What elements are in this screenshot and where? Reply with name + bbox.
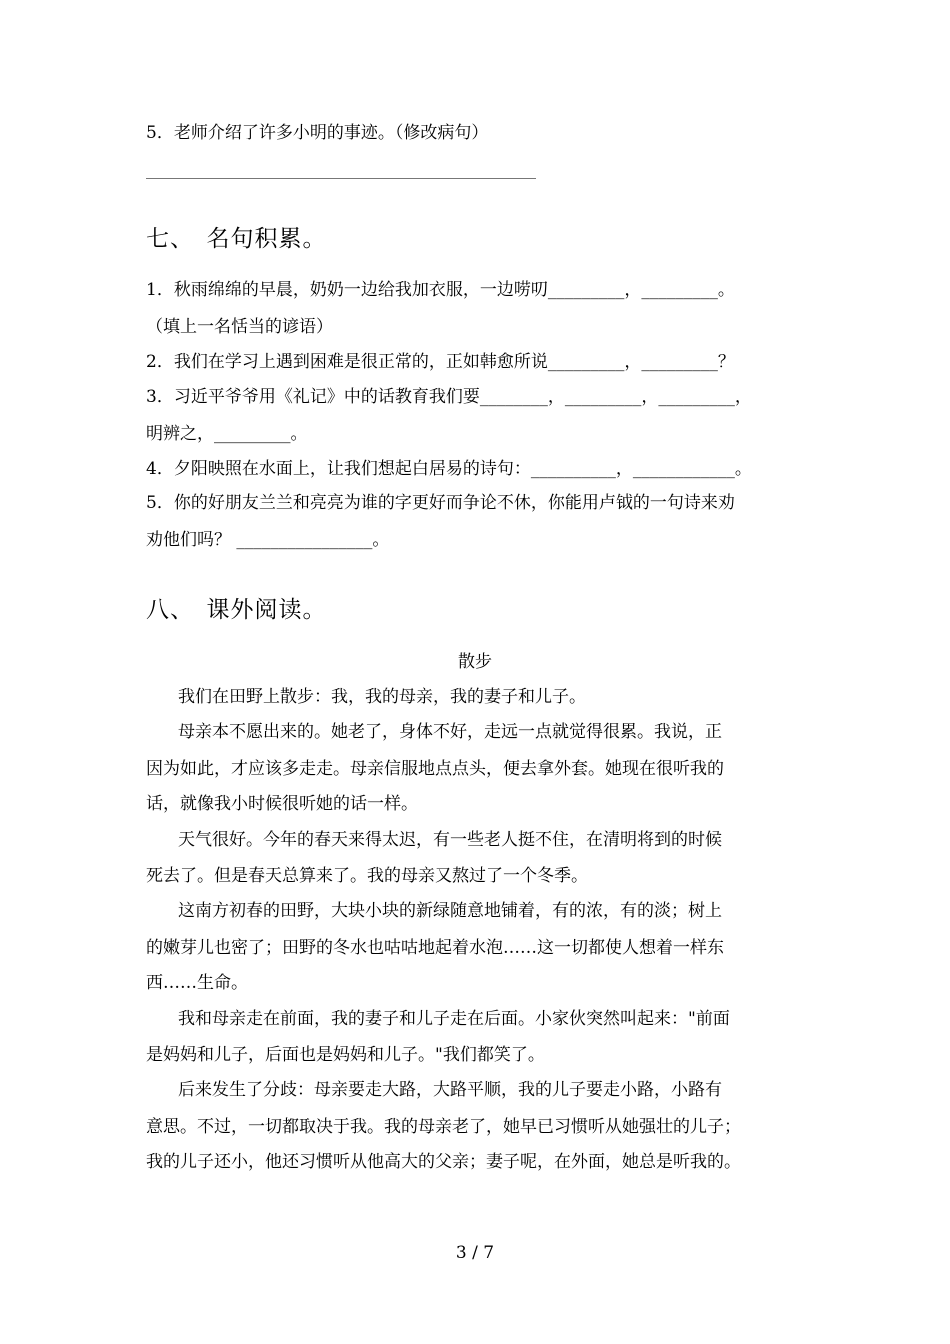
passage-line-14: 我的儿子还小，他还习惯听从他高大的父亲；妻子呢，在外面，她总是听我的。 [146, 1152, 741, 1172]
passage-line-13: 意思。不过，一切都取决于我。我的母亲老了，她早已习惯听从她强壮的儿子； [146, 1117, 741, 1137]
passage-line-12: 后来发生了分歧：母亲要走大路，大路平顺，我的儿子要走小路，小路有 [178, 1080, 722, 1100]
s7-line-8: 劝他们吗？ ________________。 [146, 530, 390, 550]
passage-line-2: 母亲本不愿出来的。她老了，身体不好，走远一点就觉得很累。我说，正 [178, 722, 722, 742]
answer-line [146, 178, 536, 179]
passage-line-1: 我们在田野上散步：我，我的母亲，我的妻子和儿子。 [178, 687, 586, 707]
passage-line-9: 西……生命。 [146, 973, 248, 993]
s7-line-4: 3．习近平爷爷用《礼记》中的话教育我们要________，_________，_________， [146, 387, 752, 407]
section-7-heading: 七、 名句积累。 [146, 226, 327, 252]
passage-line-5: 天气很好。今年的春天来得太迟，有一些老人挺不住，在清明将到的时候 [178, 830, 722, 850]
page-number: 3 / 7 [455, 1243, 495, 1263]
passage-line-6: 死去了。但是春天总算来了。我的母亲又熬过了一个冬季。 [146, 866, 588, 886]
passage-line-4: 话，就像我小时候很听她的话一样。 [146, 794, 418, 814]
s7-line-6: 4．夕阳映照在水面上，让我们想起白居易的诗句：__________，____________。 [146, 459, 752, 479]
s7-line-3: 2．我们在学习上遇到困难是很正常的，正如韩愈所说_________，_________？ [146, 352, 735, 372]
passage-line-11: 是妈妈和儿子，后面也是妈妈和儿子。"我们都笑了。 [146, 1045, 545, 1065]
passage-line-8: 的嫩芽儿也密了；田野的冬水也咕咕地起着水泡……这一切都使人想着一样东 [146, 938, 724, 958]
s7-line-2: （填上一名恬当的谚语） [146, 317, 333, 337]
section-8-heading: 八、 课外阅读。 [146, 597, 327, 623]
question-5-sentence-correction: 5．老师介绍了许多小明的事迹。（修改病句） [146, 123, 489, 143]
passage-title: 散步 [458, 652, 492, 672]
s7-line-5: 明辨之，_________。 [146, 424, 308, 444]
passage-line-7: 这南方初春的田野，大块小块的新绿随意地铺着，有的浓，有的淡；树上 [178, 901, 722, 921]
s7-line-7: 5．你的好朋友兰兰和亮亮为谁的字更好而争论不休，你能用卢钺的一句诗来劝 [146, 493, 735, 513]
s7-line-1: 1．秋雨绵绵的早晨，奶奶一边给我加衣服，一边唠叨_________，_________。 [146, 280, 735, 300]
passage-line-3: 因为如此，才应该多走走。母亲信服地点点头，便去拿外套。她现在很听我的 [146, 759, 724, 779]
passage-line-10: 我和母亲走在前面，我的妻子和儿子走在后面。小家伙突然叫起来："前面 [178, 1009, 730, 1029]
